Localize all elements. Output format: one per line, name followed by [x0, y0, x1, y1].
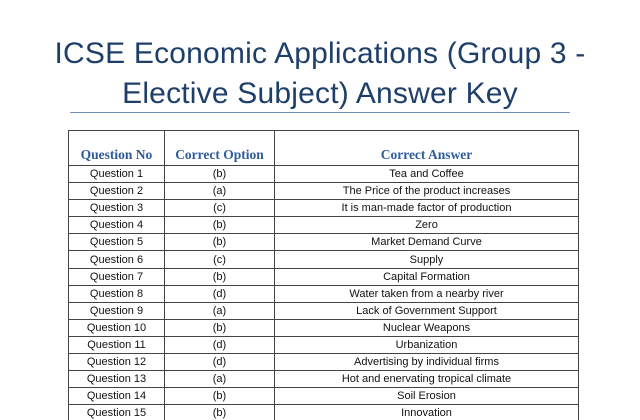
cell-question-no: Question 9	[69, 302, 165, 319]
cell-correct-option: (c)	[165, 251, 275, 268]
cell-question-no: Question 7	[69, 268, 165, 285]
cell-correct-answer: Zero	[275, 217, 579, 234]
cell-question-no: Question 10	[69, 319, 165, 336]
table-header-row	[69, 131, 579, 166]
cell-correct-answer: Soil Erosion	[275, 388, 579, 405]
cell-correct-option: (b)	[165, 166, 275, 183]
answer-key-table	[68, 130, 579, 420]
table-row	[69, 166, 579, 183]
header-correct-answer: Correct Answer	[275, 131, 579, 166]
cell-correct-option: (d)	[165, 285, 275, 302]
table-row	[69, 285, 579, 302]
table-row	[69, 251, 579, 268]
cell-question-no: Question 6	[69, 251, 165, 268]
table-row	[69, 405, 579, 420]
table-row	[69, 354, 579, 371]
cell-correct-answer: Capital Formation	[275, 268, 579, 285]
cell-question-no: Question 15	[69, 405, 165, 420]
cell-correct-answer: Tea and Coffee	[275, 166, 579, 183]
cell-correct-option: (b)	[165, 268, 275, 285]
cell-correct-answer: Innovation	[275, 405, 579, 420]
cell-correct-option: (b)	[165, 217, 275, 234]
cell-question-no: Question 1	[69, 166, 165, 183]
title-underline-rule	[70, 112, 570, 113]
cell-correct-answer: It is man-made factor of production	[275, 200, 579, 217]
title-line-2: Elective Subject) Answer Key	[122, 77, 518, 110]
table-row	[69, 388, 579, 405]
cell-correct-answer: Supply	[275, 251, 579, 268]
cell-question-no: Question 8	[69, 285, 165, 302]
header-correct-option: Correct Option	[165, 131, 275, 166]
cell-question-no: Question 3	[69, 200, 165, 217]
table-row	[69, 183, 579, 200]
document-title	[0, 34, 640, 114]
cell-question-no: Question 11	[69, 336, 165, 353]
cell-correct-option: (c)	[165, 200, 275, 217]
cell-correct-answer: Urbanization	[275, 336, 579, 353]
cell-correct-option: (a)	[165, 302, 275, 319]
cell-correct-answer: Advertising by individual firms	[275, 354, 579, 371]
cell-correct-answer: Lack of Government Support	[275, 302, 579, 319]
cell-correct-answer: Market Demand Curve	[275, 234, 579, 251]
cell-question-no: Question 4	[69, 217, 165, 234]
cell-question-no: Question 5	[69, 234, 165, 251]
cell-correct-option: (a)	[165, 183, 275, 200]
cell-question-no: Question 13	[69, 371, 165, 388]
cell-correct-option: (b)	[165, 234, 275, 251]
cell-question-no: Question 14	[69, 388, 165, 405]
table-row	[69, 234, 579, 251]
header-question-no: Question No	[69, 131, 165, 166]
table-row	[69, 319, 579, 336]
cell-correct-option: (b)	[165, 405, 275, 420]
cell-correct-option: (b)	[165, 319, 275, 336]
table-row	[69, 336, 579, 353]
cell-correct-option: (d)	[165, 336, 275, 353]
title-line-1: ICSE Economic Applications (Group 3 -	[54, 37, 586, 70]
table-row	[69, 200, 579, 217]
cell-correct-answer: Water taken from a nearby river	[275, 285, 579, 302]
table-row	[69, 371, 579, 388]
cell-question-no: Question 12	[69, 354, 165, 371]
cell-question-no: Question 2	[69, 183, 165, 200]
cell-correct-option: (b)	[165, 388, 275, 405]
table-body	[69, 166, 579, 420]
table-row	[69, 217, 579, 234]
cell-correct-option: (a)	[165, 371, 275, 388]
cell-correct-answer: The Price of the product increases	[275, 183, 579, 200]
table-row	[69, 268, 579, 285]
cell-correct-answer: Nuclear Weapons	[275, 319, 579, 336]
table-row	[69, 302, 579, 319]
cell-correct-answer: Hot and enervating tropical climate	[275, 371, 579, 388]
cell-correct-option: (d)	[165, 354, 275, 371]
